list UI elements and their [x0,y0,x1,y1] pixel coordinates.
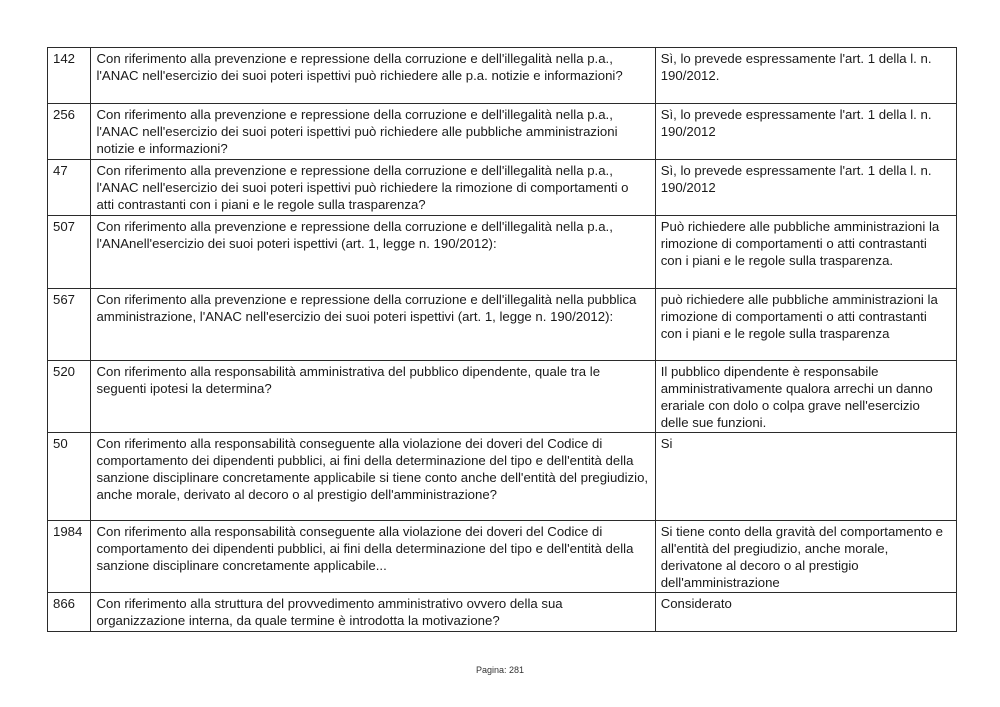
row-id: 256 [48,104,91,160]
row-question: Con riferimento alla struttura del provvedimento amministrativo ovvero della sua organizzazione interna, da quale termine è introdotta la motivazione? [91,593,655,632]
table-row [48,521,957,593]
table-row [48,433,957,521]
row-id: 1984 [48,521,91,593]
row-id: 47 [48,160,91,216]
row-answer: Il pubblico dipendente è responsabile amministrativamente qualora arrechi un danno erariale con dolo o colpa grave nell'esercizio delle sue funzioni. [655,361,956,433]
row-id: 866 [48,593,91,632]
row-question: Con riferimento alla prevenzione e repressione della corruzione e dell'illegalità nella pubblica amministrazione, l'ANAC nell'esercizio dei suoi poteri ispettivi (art. 1, legge n. 190/2012): [91,289,655,361]
row-id: 507 [48,216,91,289]
row-answer: Si [655,433,956,521]
row-answer: Sì, lo prevede espressamente l'art. 1 della l. n. 190/2012. [655,48,956,104]
row-question: Con riferimento alla responsabilità conseguente alla violazione dei doveri del Codice di comportamento dei dipendenti pubblici, ai fini della determinazione del tipo e dell'entità della sanzione disciplinare concretamente applicabile... [91,521,655,593]
row-answer: Sì, lo prevede espressamente l'art. 1 della l. n. 190/2012 [655,160,956,216]
table-row [48,361,957,433]
table-row [48,216,957,289]
row-question: Con riferimento alla prevenzione e repressione della corruzione e dell'illegalità nella p.a., l'ANAnell'esercizio dei suoi poteri ispettivi (art. 1, legge n. 190/2012): [91,216,655,289]
question-table [47,47,957,632]
page-number: Pagina: 281 [475,665,525,675]
row-question: Con riferimento alla responsabilità conseguente alla violazione dei doveri del Codice di comportamento dei dipendenti pubblici, ai fini della determinazione del tipo e dell'entità della sanzione disciplinare concretamente applicabile si tiene conto anche dell'entità del pregiudizio, anche morale, derivato al decoro o al prestigio dell'amministrazione? [91,433,655,521]
row-id: 520 [48,361,91,433]
table-row [48,160,957,216]
row-question: Con riferimento alla prevenzione e repressione della corruzione e dell'illegalità nella p.a., l'ANAC nell'esercizio dei suoi poteri ispettivi può richiedere alle pubbliche amministrazioni notizie e informazioni? [91,104,655,160]
row-id: 50 [48,433,91,521]
table-row [48,104,957,160]
row-answer: Considerato [655,593,956,632]
table-row [48,48,957,104]
row-answer: Può richiedere alle pubbliche amministrazioni la rimozione di comportamenti o atti contrastanti con i piani e le regole sulla trasparenza. [655,216,956,289]
row-answer: può richiedere alle pubbliche amministrazioni la rimozione di comportamenti o atti contrastanti con i piani e le regole sulla trasparenza [655,289,956,361]
table-row [48,593,957,632]
table-row [48,289,957,361]
row-question: Con riferimento alla responsabilità amministrativa del pubblico dipendente, quale tra le seguenti ipotesi la determina? [91,361,655,433]
row-question: Con riferimento alla prevenzione e repressione della corruzione e dell'illegalità nella p.a., l'ANAC nell'esercizio dei suoi poteri ispettivi può richiedere la rimozione di comportamenti o atti contrastanti con i piani e le regole sulla trasparenza? [91,160,655,216]
row-answer: Si tiene conto della gravità del comportamento e all'entità del pregiudizio, anche morale, derivatone al decoro o al prestigio dell'amministrazione [655,521,956,593]
row-id: 142 [48,48,91,104]
row-answer: Sì, lo prevede espressamente l'art. 1 della l. n. 190/2012 [655,104,956,160]
row-question: Con riferimento alla prevenzione e repressione della corruzione e dell'illegalità nella p.a., l'ANAC nell'esercizio dei suoi poteri ispettivi può richiedere alle p.a. notizie e informazioni? [91,48,655,104]
row-id: 567 [48,289,91,361]
